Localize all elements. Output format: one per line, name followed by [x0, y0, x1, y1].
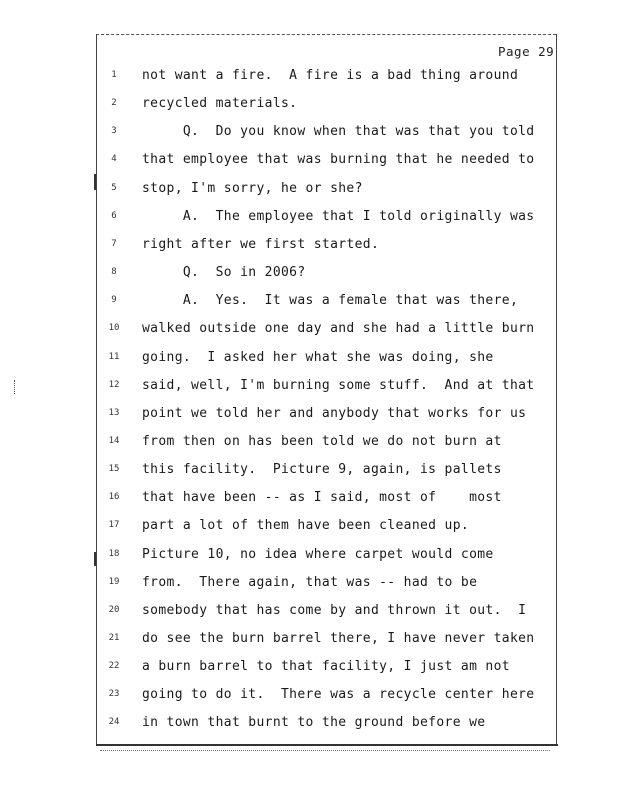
transcript-line: from then on has been told we do not burn at	[142, 433, 502, 449]
line-number: 15	[108, 464, 120, 475]
transcript-line: walked outside one day and she had a little burn	[142, 321, 535, 337]
scan-mark	[14, 380, 15, 394]
line-number: 10	[108, 323, 120, 334]
line-number: 2	[111, 98, 117, 109]
transcript-line: stop, I'm sorry, he or she?	[142, 180, 363, 196]
line-number: 4	[111, 154, 117, 165]
line-number: 11	[108, 351, 120, 362]
line-number: 3	[111, 126, 117, 137]
transcript-line: that employee that was burning that he needed to	[142, 152, 535, 168]
line-number: 6	[111, 210, 117, 221]
line-number: 12	[108, 379, 120, 390]
transcript-line: Q. So in 2006?	[142, 265, 306, 281]
line-number: 9	[111, 295, 117, 306]
transcript-line: point we told her and anybody that works for us	[142, 405, 527, 421]
line-number: 21	[108, 633, 120, 643]
margin-mark	[94, 552, 96, 566]
transcript-line: said, well, I'm burning some stuff. And at that	[142, 377, 535, 393]
transcript-line: that have been -- as I said, most of most	[142, 490, 502, 506]
transcript-line: going. I asked her what she was doing, she	[142, 349, 494, 365]
transcript-line: right after we first started.	[142, 236, 380, 252]
transcript-line: part a lot of them have been cleaned up.	[142, 518, 470, 534]
transcript-line: A. The employee that I told originally was	[142, 208, 535, 224]
transcript-line: not want a fire. A fire is a bad thing around	[142, 68, 519, 83]
page-frame-bottom	[96, 744, 558, 746]
line-number: 22	[108, 661, 120, 672]
line-number: 13	[108, 407, 120, 418]
transcript-line: in town that burnt to the ground before we	[142, 715, 486, 731]
line-number: 19	[108, 576, 120, 587]
transcript-line: recycled materials.	[142, 96, 298, 112]
transcript-line: Picture 10, no idea where carpet would come	[142, 546, 494, 562]
line-number: 24	[108, 717, 120, 728]
line-number: 16	[108, 492, 120, 503]
line-number: 1	[111, 70, 117, 80]
transcript-line: do see the burn barrel there, I have never taken	[142, 631, 535, 646]
line-number: 7	[111, 238, 117, 249]
transcript-line: a burn barrel to that facility, I just am not	[142, 659, 510, 675]
transcript-line: somebody that has come by and thrown it out. I	[142, 602, 527, 618]
line-number: 20	[108, 604, 120, 615]
line-number: 18	[108, 548, 120, 559]
transcript-line: going to do it. There was a recycle center here	[142, 687, 535, 703]
page-frame-top	[96, 34, 556, 35]
margin-mark	[94, 174, 96, 190]
line-number: 8	[111, 267, 117, 278]
line-number: 5	[111, 182, 117, 193]
transcript-line: this facility. Picture 9, again, is pallets	[142, 462, 502, 478]
page-frame-right	[556, 34, 557, 746]
page-frame-left	[96, 34, 97, 746]
line-number: 14	[108, 435, 120, 446]
line-number: 23	[108, 689, 120, 700]
page-number: Page 29	[498, 44, 555, 59]
line-number: 17	[108, 520, 120, 531]
transcript-line: A. Yes. It was a female that was there,	[142, 293, 519, 309]
transcript-line: Q. Do you know when that was that you told	[142, 124, 535, 140]
page-frame-bottom-dotted	[100, 750, 550, 751]
transcript-line: from. There again, that was -- had to be	[142, 574, 478, 590]
